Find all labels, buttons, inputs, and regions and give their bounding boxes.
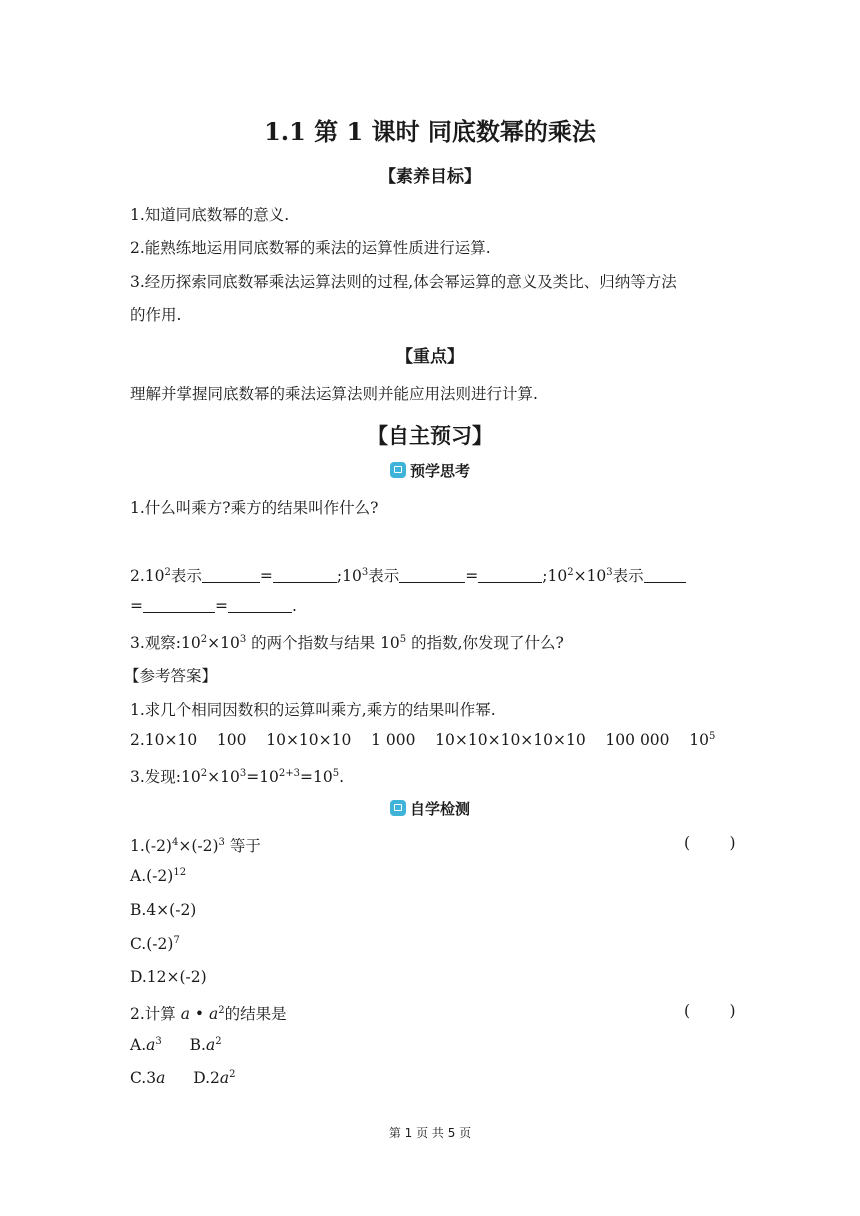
goal-item-3: 3.经历探索同底数幂乘法运算法则的过程,体会幂运算的意义及类比、归纳等方法: [130, 273, 677, 291]
preview-question-3: 3.观察$:10^2\times 10^3$ 的两个指数与结果 $10^5$ 的指数,你发现了什么?: [130, 634, 564, 652]
check-subheading-label: 自学检测: [409, 800, 470, 818]
answer-blank[interactable]: [399, 581, 465, 583]
check-question-1: $1.(-2)^4\times(-2)^3$ 等于: [130, 837, 261, 855]
option-2a: $A.a^3$: [130, 1036, 162, 1054]
option-1b: B.4×(-2): [130, 901, 197, 919]
options-2-row2: [130, 1069, 236, 1087]
option-2c: C.3a: [130, 1069, 166, 1087]
answer-blank[interactable]: [478, 581, 542, 583]
key-text: 理解并掌握同底数幂的乘法运算法则并能应用法则进行计算.: [130, 385, 538, 403]
goal-item-1: 1.知道同底数幂的意义.: [130, 206, 290, 224]
answer-blank[interactable]: [273, 581, 337, 583]
key-heading: 【重点】: [396, 347, 464, 367]
goal-item-3-cont: 的作用.: [130, 306, 182, 324]
answer-paren-2[interactable]: ( ): [684, 1002, 736, 1020]
book-icon: [390, 462, 406, 478]
goals-heading: 【素养目标】: [379, 167, 481, 187]
answer-3: 3.发现$:10^2\times 10^3=10^{2+3}=10^5$.: [130, 768, 345, 786]
preview-question-1: 1.什么叫乘方?乘方的结果叫作什么?: [130, 499, 379, 517]
goal-item-2: 2.能熟练地运用同底数幂的乘法的运算性质进行运算.: [130, 239, 491, 257]
check-question-2: 2.计算 a • $a^2$的结果是: [130, 1005, 287, 1023]
option-2b: $B.a^2$: [189, 1036, 222, 1054]
preview-subheading-label: 预学思考: [409, 462, 470, 480]
preview-question-2: 2.10$^2$表示 = $;10^3$表示 = $;10^2\times 10^3$表示: [130, 564, 686, 586]
option-1c: $C.(-2)^7$: [130, 935, 180, 953]
check-subheading: [0, 798, 860, 819]
page-footer: 第 1 页 共 5 页: [388, 1126, 472, 1140]
self-study-heading: 【自主预习】: [367, 424, 493, 448]
checklist-icon: [390, 800, 406, 816]
answer-paren-1[interactable]: ( ): [684, 834, 736, 852]
preview-question-2-cont: = = .: [130, 597, 297, 615]
answer-blank[interactable]: [202, 581, 260, 583]
option-2d: $D.2a^2$: [193, 1069, 236, 1087]
answer-blank[interactable]: [644, 581, 686, 583]
options-2-row1: [130, 1036, 222, 1054]
option-1a: $A.(-2)^{12}$: [130, 867, 187, 885]
answer-blank[interactable]: [228, 611, 292, 613]
page-title: 1.1 第 1 课时 同底数幂的乘法: [264, 117, 596, 146]
answer-2: 2.10×10 100 10×10×10 1 000 10×10×10×10×10 100 000 $10^5$: [130, 731, 716, 749]
preview-subheading: [0, 460, 860, 481]
option-1d: D.12×(-2): [130, 968, 207, 986]
answer-blank[interactable]: [143, 611, 215, 613]
answer-1: 1.求几个相同因数积的运算叫乘方,乘方的结果叫作幂.: [130, 701, 496, 719]
answer-heading: 【参考答案】: [124, 667, 218, 685]
